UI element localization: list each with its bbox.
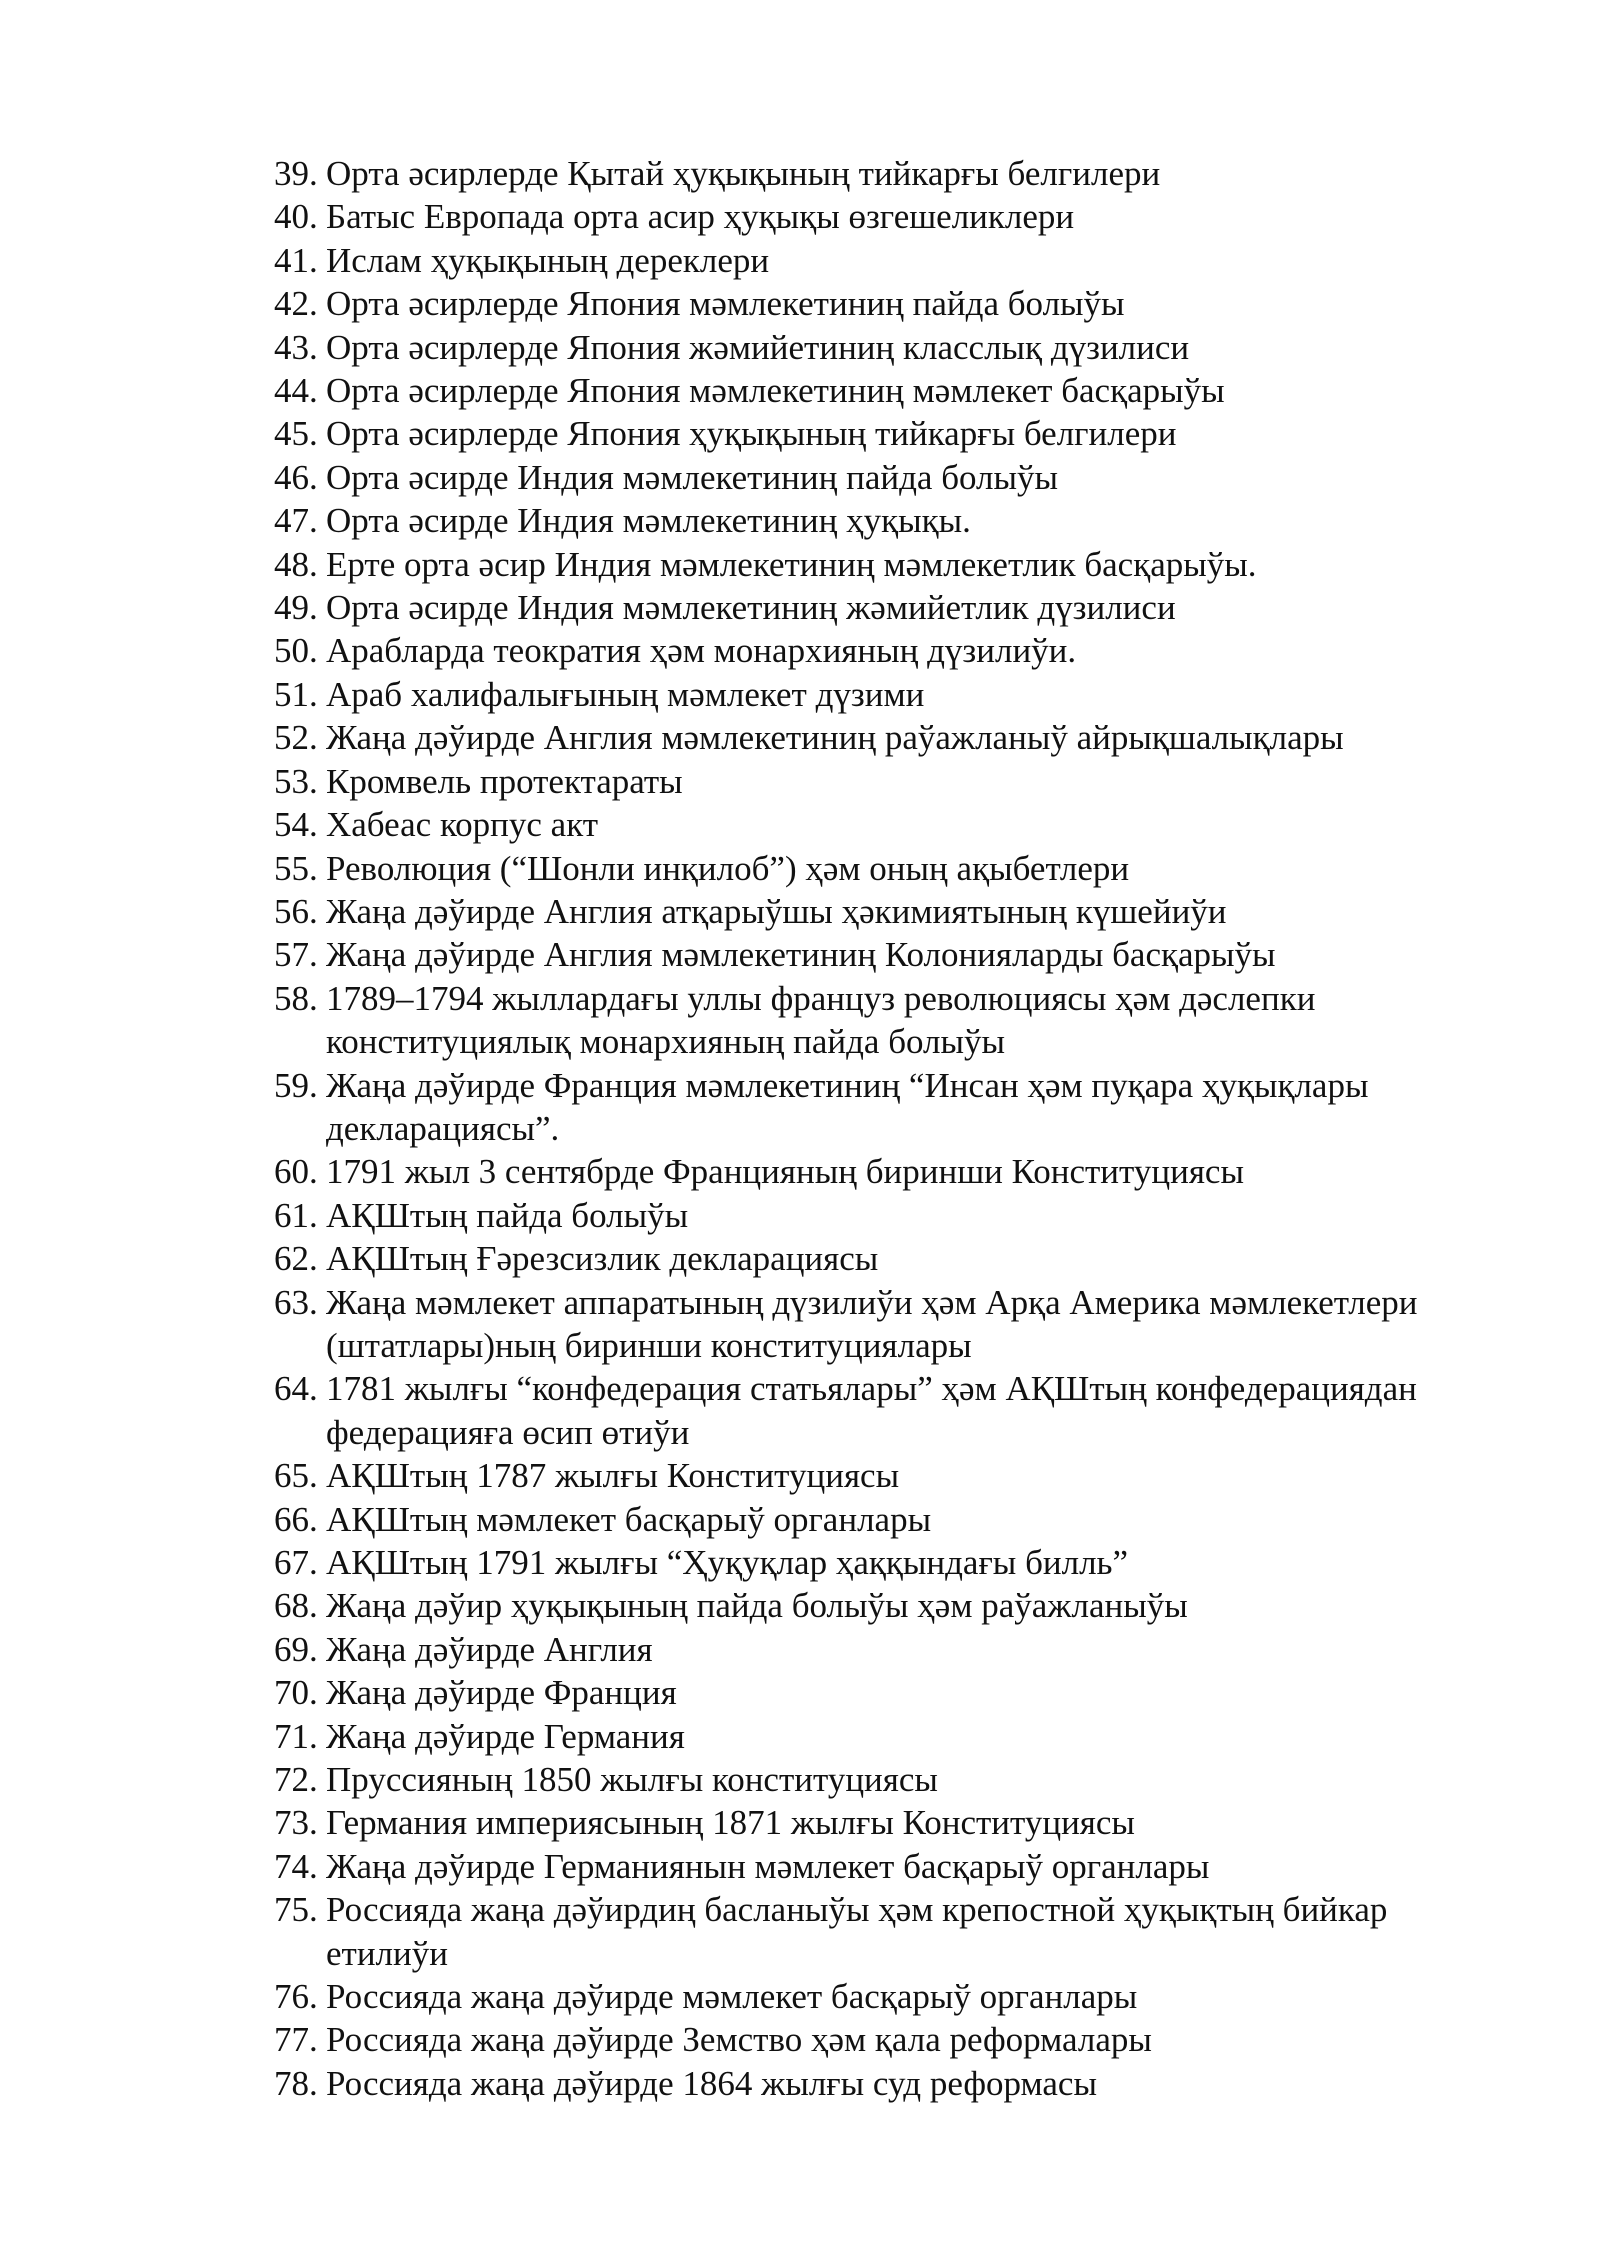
list-item	[274, 1541, 1514, 1584]
item-number: 73.	[274, 1803, 318, 1843]
item-text: Орта әсирлерде Япония мәмлекетиниң пайда болыўы	[326, 284, 1125, 324]
item-text: Жаңа дәўирде Англия мәмлекетиниң раўажланыў айрықшалықлары	[326, 718, 1344, 758]
item-number: 42.	[274, 284, 318, 324]
item-number: 52.	[274, 718, 318, 758]
item-number: 75.	[274, 1890, 318, 1930]
list-item	[274, 933, 1514, 976]
item-number: 60.	[274, 1152, 318, 1192]
list-item	[274, 1628, 1514, 1671]
item-number: 72.	[274, 1760, 318, 1800]
item-text: Жаңа дәўирде Германия	[326, 1716, 685, 1756]
topic-list	[274, 152, 1514, 2105]
list-item	[274, 1064, 1514, 1151]
item-text: Батыс Европада орта асир ҳуқықы өзгешеликлери	[326, 197, 1075, 237]
item-number: 71.	[274, 1716, 318, 1756]
item-number: 48.	[274, 544, 318, 584]
list-item	[274, 369, 1514, 412]
list-item	[274, 629, 1514, 672]
item-text: Россияда жаңа дәўирде 1864 жылғы суд реформасы	[326, 2063, 1097, 2103]
item-text: Жаңа дәўирде Франция мәмлекетиниң “Инсан ҳәм пуқара ҳуқықлары декларациясы”.	[326, 1065, 1369, 1148]
item-number: 78.	[274, 2063, 318, 2103]
item-text: Жаңа дәўирде Франция	[326, 1673, 677, 1713]
item-number: 41.	[274, 240, 318, 280]
item-text: Революция (“Шонли инқилоб”) ҳәм оның ақыбетлери	[326, 848, 1130, 888]
item-text: АҚШтың Ғәрезсизлик декларациясы	[326, 1239, 879, 1279]
item-text: Орта әсирлерде Япония жәмийетиниң класслық дүзилиси	[326, 327, 1190, 367]
item-number: 58.	[274, 978, 318, 1018]
item-text: Орта әсирлерде Қытай ҳуқықының тийкарғы белгилери	[326, 154, 1161, 193]
item-text: Ислам ҳуқықының дереклери	[326, 240, 770, 280]
item-text: Арабларда теократия ҳәм монархияның дүзилиўи.	[326, 631, 1077, 671]
item-number: 66.	[274, 1499, 318, 1539]
item-text: Пруссияның 1850 жылғы конституциясы	[326, 1760, 938, 1800]
list-item	[274, 412, 1514, 455]
item-number: 55.	[274, 848, 318, 888]
item-number: 46.	[274, 457, 318, 497]
item-number: 59.	[274, 1065, 318, 1105]
item-text: 1789–1794 жыллардағы уллы француз революциясы ҳәм дәслепки конституциялық монархияның пайда болыўы	[326, 978, 1316, 1062]
list-item	[274, 977, 1514, 1064]
item-text: Россияда жаңа дәўирде мәмлекет басқарыў органлары	[326, 1977, 1138, 2017]
list-item	[274, 1671, 1514, 1714]
item-number: 67.	[274, 1543, 318, 1582]
list-item	[274, 1367, 1514, 1454]
list-item	[274, 1454, 1514, 1497]
list-item	[274, 1758, 1514, 1801]
list-item	[274, 803, 1514, 846]
item-text: Орта әсирде Индия мәмлекетиниң пайда болыўы	[326, 457, 1059, 497]
item-text: АҚШтың 1791 жылғы “Ҳуқуқлар ҳаққындағы билль”	[326, 1543, 1129, 1582]
list-item	[274, 282, 1514, 325]
item-text: Араб халифалығының мәмлекет дүзими	[326, 674, 925, 714]
item-number: 57.	[274, 935, 318, 975]
list-item	[274, 543, 1514, 586]
list-item	[274, 1194, 1514, 1237]
item-text: Жаңа дәўирде Англия атқарыўшы ҳәкимиятының күшейиўи	[326, 891, 1227, 931]
item-number: 64.	[274, 1369, 318, 1409]
item-number: 39.	[274, 154, 318, 193]
item-text: Россияда жаңа дәўирде Земство ҳәм қала реформалары	[326, 2020, 1152, 2060]
item-number: 76.	[274, 1977, 318, 2017]
item-number: 53.	[274, 761, 318, 801]
list-item	[274, 239, 1514, 282]
item-text: Жаңа дәўирде Англия	[326, 1629, 653, 1669]
list-item	[274, 195, 1514, 238]
item-text: Жаңа мәмлекет аппаратының дүзилиўи ҳәм Арқа Америка мәмлекетлери (штатлары)ның биринши конституциялары	[326, 1282, 1418, 1365]
list-item	[274, 1975, 1514, 2018]
item-number: 45.	[274, 414, 318, 454]
item-number: 54.	[274, 805, 318, 845]
list-item	[274, 2018, 1514, 2061]
item-text: Орта әсирде Индия мәмлекетиниң ҳуқықы.	[326, 501, 971, 541]
item-text: Орта әсирлерде Япония ҳуқықының тийкарғы белгилери	[326, 414, 1177, 454]
list-item	[274, 716, 1514, 759]
list-item	[274, 1150, 1514, 1193]
item-text: Германия империясының 1871 жылғы Конституциясы	[326, 1803, 1135, 1843]
item-number: 44.	[274, 371, 318, 411]
item-number: 70.	[274, 1673, 318, 1713]
item-number: 61.	[274, 1195, 318, 1235]
list-item	[274, 1281, 1514, 1368]
list-item	[274, 1801, 1514, 1844]
list-item	[274, 673, 1514, 716]
item-number: 50.	[274, 631, 318, 671]
item-number: 56.	[274, 891, 318, 931]
item-number: 65.	[274, 1456, 318, 1496]
list-item	[274, 1584, 1514, 1627]
item-text: 1791 жыл 3 сентябрде Францияның биринши Конституциясы	[326, 1152, 1244, 1192]
list-item	[274, 1237, 1514, 1280]
item-number: 40.	[274, 197, 318, 237]
item-text: Орта әсирде Индия мәмлекетиниң жәмийетлик дүзилиси	[326, 588, 1176, 628]
list-item	[274, 326, 1514, 369]
item-number: 47.	[274, 501, 318, 541]
item-number: 68.	[274, 1586, 318, 1626]
list-item	[274, 760, 1514, 803]
list-item	[274, 152, 1514, 195]
list-item	[274, 890, 1514, 933]
item-number: 77.	[274, 2020, 318, 2060]
list-item	[274, 586, 1514, 629]
item-text: 1781 жылғы “конфедерация статьялары” ҳәм АҚШтың конфедерациядан федерацияға өсип өтиўи	[326, 1369, 1417, 1452]
item-text: Жаңа дәўирде Англия мәмлекетиниң Колонияларды басқарыўы	[326, 935, 1276, 975]
item-text: Жаңа дәўирде Германиянын мәмлекет басқарыў органлары	[326, 1846, 1210, 1886]
item-text: Хабеас корпус акт	[326, 805, 599, 845]
list-item	[274, 499, 1514, 542]
item-number: 51.	[274, 674, 318, 714]
list-item	[274, 1498, 1514, 1541]
item-number: 69.	[274, 1629, 318, 1669]
item-text: Орта әсирлерде Япония мәмлекетиниң мәмлекет басқарыўы	[326, 371, 1225, 411]
item-text: Ерте орта әсир Индия мәмлекетиниң мәмлекетлик басқарыўы.	[326, 544, 1257, 584]
item-text: АҚШтың мәмлекет басқарыў органлары	[326, 1499, 932, 1539]
item-number: 62.	[274, 1239, 318, 1279]
list-item	[274, 847, 1514, 890]
item-number: 49.	[274, 588, 318, 628]
list-item	[274, 2062, 1514, 2105]
list-item	[274, 1715, 1514, 1758]
item-number: 43.	[274, 327, 318, 367]
list-item	[274, 1888, 1514, 1975]
item-text: Кромвель протектараты	[326, 761, 683, 801]
list-item	[274, 456, 1514, 499]
item-text: Россияда жаңа дәўирдиң басланыўы ҳәм крепостной ҳуқықтың бийкар етилиўи	[326, 1890, 1388, 1973]
item-text: АҚШтың 1787 жылғы Конституциясы	[326, 1456, 900, 1496]
item-text: Жаңа дәўир ҳуқықының пайда болыўы ҳәм раўажланыўы	[326, 1586, 1188, 1626]
item-number: 63.	[274, 1282, 318, 1322]
item-text: АҚШтың пайда болыўы	[326, 1195, 689, 1235]
item-number: 74.	[274, 1846, 318, 1886]
list-item	[274, 1845, 1514, 1888]
